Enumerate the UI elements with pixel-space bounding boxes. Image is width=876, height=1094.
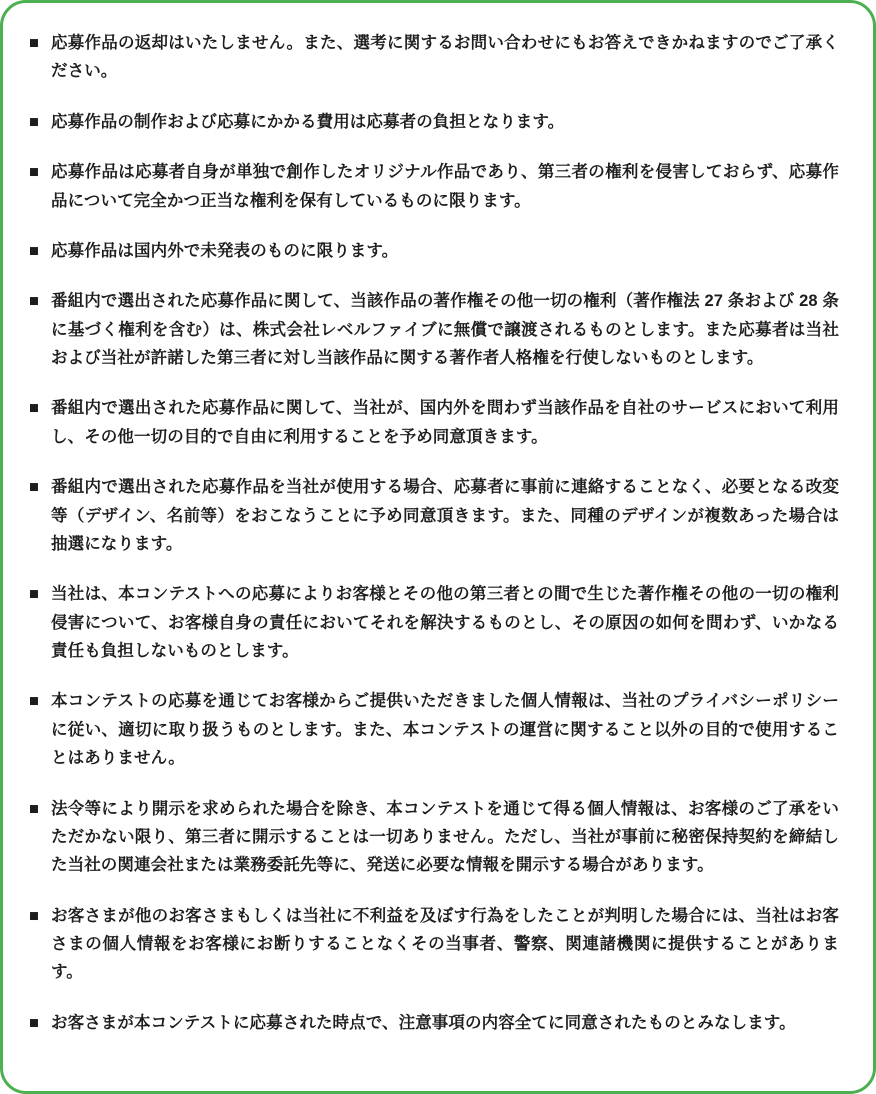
notice-item-text: 番組内で選出された応募作品に関して、当社が、国内外を問わず当該作品を自社のサービスにおいて利用し、その他一切の目的で自由に利用することを予め同意頂きます。 bbox=[51, 399, 839, 446]
square-bullet-icon: ■ bbox=[29, 585, 40, 604]
notice-item bbox=[29, 580, 839, 665]
square-bullet-icon: ■ bbox=[29, 478, 40, 497]
notice-item-text: 番組内で選出された応募作品に関して、当該作品の著作権その他一切の権利（著作権法 27 条および 28 条に基づく権利を含む）は、株式会社レベルファイブに無償で譲渡されるものとします。また応募者は当社および当社が許諾した第三者に対し当該作品に関する著作者人格権を行使しないものとします。 bbox=[51, 292, 839, 367]
square-bullet-icon: ■ bbox=[29, 692, 40, 711]
square-bullet-icon: ■ bbox=[29, 1013, 40, 1032]
square-bullet-icon: ■ bbox=[29, 112, 40, 131]
notice-item bbox=[29, 237, 839, 265]
square-bullet-icon: ■ bbox=[29, 163, 40, 182]
square-bullet-icon: ■ bbox=[29, 399, 40, 418]
notice-item bbox=[29, 29, 839, 86]
square-bullet-icon: ■ bbox=[29, 799, 40, 818]
notice-item bbox=[29, 287, 839, 372]
square-bullet-icon: ■ bbox=[29, 292, 40, 311]
notice-item bbox=[29, 394, 839, 451]
notice-item-text: 応募作品は応募者自身が単独で創作したオリジナル作品であり、第三者の権利を侵害しておらず、応募作品について完全かつ正当な権利を保有しているものに限ります。 bbox=[51, 163, 839, 210]
notice-item bbox=[29, 108, 839, 136]
notice-item-text: 応募作品の制作および応募にかかる費用は応募者の負担となります。 bbox=[51, 112, 565, 131]
notice-item-text: 応募作品は国内外で未発表のものに限ります。 bbox=[51, 241, 399, 260]
notice-item bbox=[29, 687, 839, 772]
notice-item-text: 法令等により開示を求められた場合を除き、本コンテストを通じて得る個人情報は、お客様のご了承をいただかない限り、第三者に開示することは一切ありません。ただし、当社が事前に秘密保持契約を締結した当社の関連会社または業務委託先等に、発送に必要な情報を開示する場合があります。 bbox=[51, 799, 839, 875]
notice-item bbox=[29, 795, 839, 880]
notice-item bbox=[29, 902, 839, 987]
square-bullet-icon: ■ bbox=[29, 34, 40, 52]
square-bullet-icon: ■ bbox=[29, 906, 40, 925]
square-bullet-icon: ■ bbox=[29, 241, 40, 260]
notice-item-text: お客さまが本コンテストに応募された時点で、注意事項の内容全てに同意されたものとみなします。 bbox=[51, 1013, 796, 1032]
notice-list bbox=[29, 29, 839, 1037]
notice-item-text: 番組内で選出された応募作品を当社が使用する場合、応募者に事前に連絡することなく、必要となる改変等（デザイン、名前等）をおこなうことに予め同意頂きます。また、同種のデザインが複数あった場合は抽選になります。 bbox=[51, 478, 839, 553]
notice-item-text: 本コンテストの応募を通じてお客様からご提供いただきました個人情報は、当社のプライバシーポリシーに従い、適切に取り扱うものとします。また、本コンテストの運営に関すること以外の目的で使用することはありません。 bbox=[51, 692, 839, 768]
notice-item-text: お客さまが他のお客さまもしくは当社に不利益を及ぼす行為をしたことが判明した場合には、当社はお客さまの個人情報をお客様にお断りすることなくその当事者、警察、関連諸機関に提供することがあります。 bbox=[51, 906, 839, 982]
notice-item-text: 当社は、本コンテストへの応募によりお客様とその他の第三者との間で生じた著作権その他の一切の権利侵害について、お客様自身の責任においてそれを解決するものとし、その原因の如何を問わず、いかなる責任も負担しないものとします。 bbox=[51, 585, 839, 660]
notice-item bbox=[29, 158, 839, 215]
notice-item bbox=[29, 1009, 839, 1037]
notice-item-text: 応募作品の返却はいたしません。また、選考に関するお問い合わせにもお答えできかねますのでご了承ください。 bbox=[51, 34, 839, 81]
notice-item bbox=[29, 473, 839, 558]
